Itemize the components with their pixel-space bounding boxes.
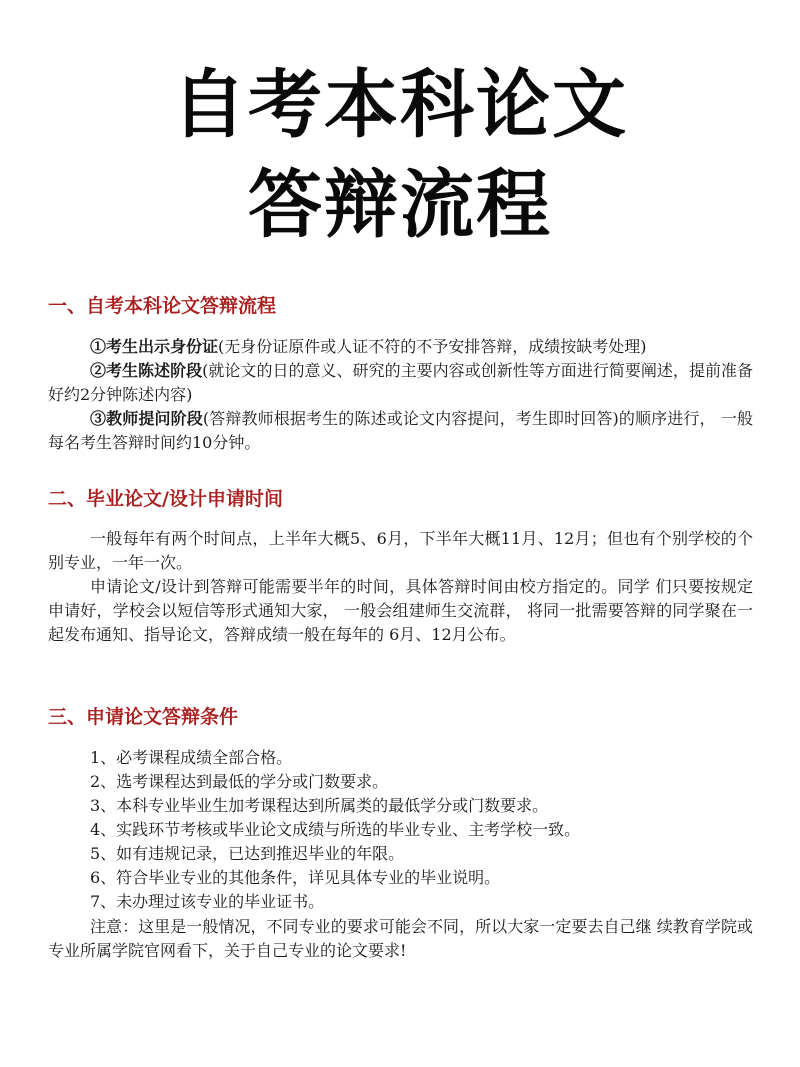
condition-item-4: 4、实践环节考核或毕业论文成绩与所选的毕业专业、主考学校一致。 bbox=[90, 820, 581, 839]
step-1 bbox=[48, 335, 753, 359]
condition-item-6: 6、符合毕业专业的其他条件，详见具体专业的毕业说明。 bbox=[90, 868, 501, 887]
step-2-label: ②考生陈述阶段 bbox=[90, 361, 203, 380]
condition-item-2: 2、选考课程达到最低的学分或门数要求。 bbox=[90, 772, 389, 791]
step-2-detail: (就论文的日的意义、研究的主要内容或创新性等方面进行简要阐述，提前准备好约2分钟陈述内容) bbox=[48, 361, 753, 404]
section-1-heading: 一、自考本科论文答辩流程 bbox=[48, 295, 277, 317]
section-2-heading: 二、毕业论文/设计申请时间 bbox=[48, 488, 283, 510]
document-title-line-2: 答辩流程 bbox=[248, 162, 552, 248]
step-3-label: ③教师提问阶段 bbox=[90, 409, 203, 428]
step-1-detail: (无身份证原件或人证不符的不予安排答辩，成绩按缺考处理) bbox=[218, 337, 647, 356]
condition-item-7: 7、未办理过该专业的毕业证书。 bbox=[90, 892, 325, 911]
step-3-detail: (答辩教师根据考生的陈述或论文内容提问，考生即时回答)的顺序进行， 一般每名考生答辩时间约10分钟。 bbox=[48, 409, 753, 452]
document-title-line-1: 自考本科论文 bbox=[172, 62, 628, 148]
section-3-note: 注意：这里是一般情况，不同专业的要求可能会不同，所以大家一定要去自己继 续教育学院或专业所属学院官网看下，关于自己专业的论文要求! bbox=[48, 917, 753, 960]
section-2-paragraph-2: 申请论文/设计到答辩可能需要半年的时间，具体答辩时间由校方指定的。同学 们只要按规定申请好，学校会以短信等形式通知大家， 一般会组建师生交流群， 将同一批需要答辩的同学聚在一起发布通知、指导论文，答辩成绩一般在每年的 6月、12月公布。 bbox=[48, 577, 753, 644]
condition-item-1: 1、必考课程成绩全部合格。 bbox=[90, 748, 293, 767]
condition-item-3: 3、本科专业毕业生加考课程达到所属类的最低学分或门数要求。 bbox=[90, 796, 549, 815]
condition-item-5: 5、如有违规记录，已达到推迟毕业的年限。 bbox=[90, 844, 405, 863]
step-1-label: ①考生出示身份证 bbox=[90, 337, 219, 356]
section-2-paragraph-1: 一般每年有两个时间点，上半年大概5、6月，下半年大概11月、12月；但也有个别学校的个别专业，一年一次。 bbox=[48, 529, 753, 572]
step-2 bbox=[48, 359, 753, 407]
section-3-heading: 三、申请论文答辩条件 bbox=[48, 706, 239, 728]
step-3 bbox=[48, 407, 753, 455]
